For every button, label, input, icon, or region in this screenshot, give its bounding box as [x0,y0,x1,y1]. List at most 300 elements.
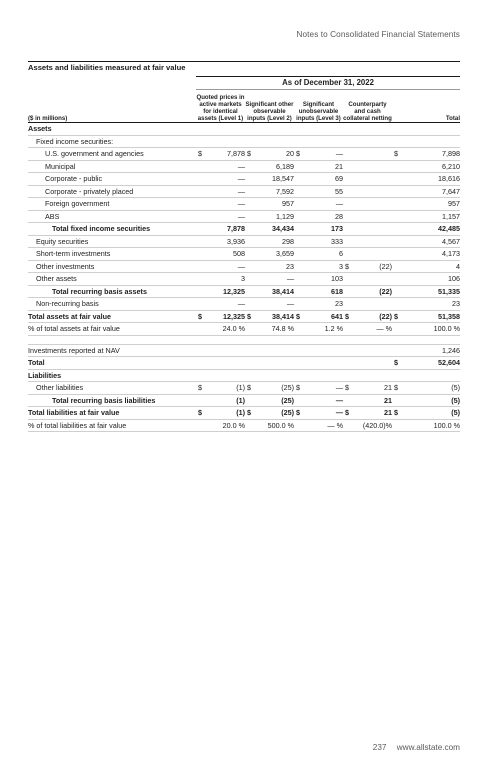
cell-total-sym [392,185,401,198]
cell-l1-val: 3,936 [205,235,245,248]
table-row [28,285,460,298]
cell-l2-sym [245,260,254,273]
cell-total-val: 106 [401,273,460,286]
cell-l3-val [303,135,343,148]
cell-l3-sym [294,248,303,261]
table-body [28,123,460,432]
cell-net-sym [343,335,352,344]
cell-l3-sym [294,223,303,236]
cell-net-sym [343,135,352,148]
cell-l3-sym [294,419,303,432]
cell-l3-val: 1.2 % [303,323,343,336]
row-label: Total [28,357,196,370]
cell-total-val: 23 [401,298,460,311]
table-row [28,148,460,161]
cell-l1-val: — [205,298,245,311]
cell-l2-val: 38,414 [254,285,294,298]
cell-l3-val [303,335,343,344]
total-header: Total [392,90,460,123]
row-label: Investments reported at NAV [28,344,196,357]
cell-total-sym [392,298,401,311]
cell-l2-val: (25) [254,407,294,420]
cell-l2-val: (25) [254,394,294,407]
cell-total-sym [392,173,401,186]
table-row [28,173,460,186]
cell-l1-sym [196,185,205,198]
cell-l2-val: 3,659 [254,248,294,261]
cell-net-sym [343,210,352,223]
level1-header: Quoted prices in active markets for identical assets (Level 1) [196,90,245,123]
cell-l2-val [254,335,294,344]
table-row [28,419,460,432]
cell-net-sym [343,198,352,211]
table-row [28,123,460,136]
cell-net-val [352,173,392,186]
cell-l1-val: 20.0 % [205,419,245,432]
cell-l2-val [254,369,294,382]
cell-net-val: 21 [352,407,392,420]
cell-total-sym [392,335,401,344]
cell-l2-sym: $ [245,148,254,161]
row-label: Liabilities [28,369,196,382]
cell-net-val [352,148,392,161]
cell-l3-sym [294,394,303,407]
cell-l3-sym [294,160,303,173]
cell-net-sym [343,369,352,382]
cell-l3-val: 103 [303,273,343,286]
fair-value-table [28,76,460,432]
cell-l3-sym [294,173,303,186]
cell-total-sym [392,160,401,173]
cell-l2-val: 20 [254,148,294,161]
row-label: Municipal [28,160,196,173]
page-number: 237 [372,743,387,752]
cell-net-val: 21 [352,394,392,407]
table-row [28,185,460,198]
cell-net-val: (420.0)% [352,419,392,432]
cell-l2-val: 957 [254,198,294,211]
cell-l1-val: — [205,210,245,223]
level3-header: Significant unobservable inputs (Level 3) [294,90,343,123]
cell-l2-val [254,123,294,136]
cell-total-val: 51,358 [401,310,460,323]
cell-l1-sym [196,419,205,432]
cell-net-val [352,223,392,236]
cell-l3-val: 6 [303,248,343,261]
title-rule [28,61,460,62]
cell-total-sym: $ [392,382,401,395]
cell-l1-val [205,357,245,370]
cell-net-val [352,123,392,136]
cell-total-sym [392,285,401,298]
cell-net-sym [343,298,352,311]
cell-l2-val: 6,189 [254,160,294,173]
cell-l1-sym [196,323,205,336]
cell-l1-sym [196,235,205,248]
cell-total-val [401,135,460,148]
cell-net-val [352,235,392,248]
cell-total-sym [392,198,401,211]
cell-total-val: 100.0 % [401,323,460,336]
cell-net-val [352,273,392,286]
spacer-row [28,335,460,344]
cell-net-sym [343,323,352,336]
row-label: % of total liabilities at fair value [28,419,196,432]
cell-l3-val: — [303,148,343,161]
cell-total-val: 6,210 [401,160,460,173]
cell-net-sym [343,419,352,432]
row-label: % of total assets at fair value [28,323,196,336]
cell-l2-val: 38,414 [254,310,294,323]
cell-l2-sym [245,223,254,236]
units-header: ($ in millions) [28,90,196,123]
level2-header: Significant other observable inputs (Level 2) [245,90,294,123]
cell-l3-val: 333 [303,235,343,248]
cell-net-sym: $ [343,310,352,323]
table-row [28,210,460,223]
table-row [28,273,460,286]
row-label: ABS [28,210,196,223]
cell-l3-val [303,123,343,136]
cell-total-val: (5) [401,382,460,395]
row-label [28,335,196,344]
cell-l1-sym: $ [196,148,205,161]
cell-l3-val: — [303,394,343,407]
cell-l3-val: 69 [303,173,343,186]
cell-l2-val: — [254,273,294,286]
row-label: Corporate - privately placed [28,185,196,198]
cell-total-val [401,335,460,344]
row-label: Total fixed income securities [28,223,196,236]
cell-l2-sym: $ [245,382,254,395]
cell-l3-val: 28 [303,210,343,223]
cell-net-val [352,210,392,223]
cell-net-sym: $ [343,382,352,395]
cell-l2-sym [245,357,254,370]
cell-net-sym [343,148,352,161]
cell-l1-sym [196,298,205,311]
running-header: Notes to Consolidated Financial Statements [296,30,460,39]
cell-l1-val: 7,878 [205,148,245,161]
cell-l3-sym [294,285,303,298]
cell-l1-sym [196,285,205,298]
table-row [28,369,460,382]
cell-l2-val: (25) [254,382,294,395]
row-label: Total liabilities at fair value [28,407,196,420]
cell-l2-sym: $ [245,407,254,420]
cell-total-val: 100.0 % [401,419,460,432]
cell-total-val: 1,157 [401,210,460,223]
cell-l1-val: 12,325 [205,310,245,323]
cell-l2-sym [245,135,254,148]
cell-net-val [352,160,392,173]
cell-total-sym [392,344,401,357]
cell-l2-sym [245,369,254,382]
cell-l1-val: — [205,160,245,173]
cell-net-sym: $ [343,407,352,420]
row-label: Short-term investments [28,248,196,261]
cell-net-sym [343,123,352,136]
cell-l2-val: 34,434 [254,223,294,236]
cell-total-sym [392,394,401,407]
cell-l1-val: (1) [205,382,245,395]
cell-l3-sym: $ [294,407,303,420]
cell-net-sym [343,160,352,173]
cell-l3-val: — [303,407,343,420]
fair-value-table-container [28,76,460,432]
cell-l1-val: (1) [205,394,245,407]
cell-l2-sym [245,285,254,298]
cell-net-sym [343,273,352,286]
cell-l2-sym [245,273,254,286]
row-label: Other assets [28,273,196,286]
cell-net-val [352,248,392,261]
table-row [28,223,460,236]
cell-l3-val [303,357,343,370]
cell-l1-val [205,369,245,382]
cell-l1-sym: $ [196,310,205,323]
cell-net-val [352,344,392,357]
cell-net-val: (22) [352,260,392,273]
cell-net-val [352,135,392,148]
cell-l1-sym [196,123,205,136]
row-label: Total assets at fair value [28,310,196,323]
cell-l1-val: 12,325 [205,285,245,298]
cell-net-sym [343,223,352,236]
as-of-heading: As of December 31, 2022 [196,77,460,90]
cell-l1-val [205,344,245,357]
row-label: Assets [28,123,196,136]
cell-l2-val [254,135,294,148]
table-row [28,310,460,323]
table-row [28,160,460,173]
cell-l2-sym [245,335,254,344]
cell-l3-sym [294,298,303,311]
table-row [28,260,460,273]
cell-total-sym [392,419,401,432]
cell-l1-sym [196,160,205,173]
cell-net-sym: $ [343,260,352,273]
cell-l3-sym: $ [294,148,303,161]
cell-total-sym [392,323,401,336]
row-label: Fixed income securities: [28,135,196,148]
cell-l1-sym [196,357,205,370]
page-footer [365,743,460,752]
table-row [28,357,460,370]
cell-total-val: 51,335 [401,285,460,298]
row-label: Corporate - public [28,173,196,186]
cell-l3-val: — [303,382,343,395]
cell-l3-sym: $ [294,382,303,395]
cell-total-sym [392,135,401,148]
cell-l3-sym [294,260,303,273]
cell-l2-val [254,344,294,357]
as-of-row [28,77,460,90]
row-label: Foreign government [28,198,196,211]
cell-total-sym: $ [392,310,401,323]
table-row [28,248,460,261]
cell-l3-sym [294,323,303,336]
cell-l1-val: — [205,260,245,273]
cell-net-val: 21 [352,382,392,395]
cell-net-sym [343,357,352,370]
cell-l1-sym [196,173,205,186]
cell-l3-val: 173 [303,223,343,236]
cell-net-sym [343,285,352,298]
table-row [28,394,460,407]
cell-net-val [352,357,392,370]
cell-l1-val: — [205,173,245,186]
cell-total-sym: $ [392,407,401,420]
cell-l3-sym [294,123,303,136]
cell-net-sym [343,344,352,357]
cell-l1-sym [196,273,205,286]
cell-net-sym [343,185,352,198]
cell-total-val: 52,604 [401,357,460,370]
row-label: Total recurring basis assets [28,285,196,298]
cell-l2-sym [245,198,254,211]
cell-net-val: — % [352,323,392,336]
cell-l2-val [254,357,294,370]
cell-total-val: (5) [401,394,460,407]
cell-l1-val [205,335,245,344]
cell-total-val: 4,567 [401,235,460,248]
cell-l3-val: — % [303,419,343,432]
cell-l1-val: 3 [205,273,245,286]
cell-l2-val: 18,547 [254,173,294,186]
cell-l3-sym [294,344,303,357]
cell-l2-val: 23 [254,260,294,273]
cell-l3-sym: $ [294,310,303,323]
cell-total-sym [392,369,401,382]
cell-total-val: 18,616 [401,173,460,186]
cell-total-sym: $ [392,357,401,370]
cell-l2-sym [245,344,254,357]
cell-total-sym [392,273,401,286]
cell-l2-val: 298 [254,235,294,248]
cell-l1-val: (1) [205,407,245,420]
cell-l1-val: 7,878 [205,223,245,236]
cell-l1-sym [196,223,205,236]
cell-l3-val: 641 [303,310,343,323]
cell-total-sym [392,210,401,223]
cell-l2-sym [245,323,254,336]
cell-l2-sym: $ [245,310,254,323]
row-label: Non-recurring basis [28,298,196,311]
cell-l2-sym [245,419,254,432]
table-row [28,382,460,395]
table-row [28,235,460,248]
cell-l1-sym [196,198,205,211]
cell-total-sym: $ [392,148,401,161]
cell-l2-sym [245,160,254,173]
table-row [28,198,460,211]
cell-l2-sym [245,394,254,407]
table-row [28,135,460,148]
cell-total-val [401,369,460,382]
row-label: Other investments [28,260,196,273]
cell-total-sym [392,223,401,236]
cell-l3-sym [294,210,303,223]
cell-l2-val: 7,592 [254,185,294,198]
cell-total-sym [392,260,401,273]
cell-l2-sym [245,248,254,261]
table-row [28,323,460,336]
cell-l1-val: — [205,185,245,198]
cell-total-val: 4 [401,260,460,273]
cell-l2-sym [245,210,254,223]
cell-total-val: 42,485 [401,223,460,236]
cell-net-sym [343,394,352,407]
cell-total-val: 7,647 [401,185,460,198]
cell-total-val: 4,173 [401,248,460,261]
cell-l3-sym [294,357,303,370]
cell-l3-sym [294,369,303,382]
table-row [28,298,460,311]
row-label: Other liabilities [28,382,196,395]
cell-l1-sym [196,369,205,382]
cell-l3-sym [294,135,303,148]
cell-net-val: (22) [352,285,392,298]
row-label: U.S. government and agencies [28,148,196,161]
cell-net-val: (22) [352,310,392,323]
cell-l1-sym: $ [196,382,205,395]
cell-l3-sym [294,198,303,211]
cell-l3-val: 23 [303,298,343,311]
cell-l1-sym [196,248,205,261]
cell-l3-sym [294,335,303,344]
cell-l1-sym [196,335,205,344]
cell-l2-sym [245,298,254,311]
cell-l3-val: 55 [303,185,343,198]
cell-net-val [352,185,392,198]
cell-l2-sym [245,173,254,186]
row-label: Equity securities [28,235,196,248]
cell-l1-sym [196,135,205,148]
cell-l2-sym [245,123,254,136]
cell-total-val [401,123,460,136]
cell-total-sym [392,235,401,248]
cell-l1-sym [196,394,205,407]
cell-l1-val: 508 [205,248,245,261]
cell-l1-sym [196,210,205,223]
column-header-row [28,90,460,123]
cell-l2-val: 1,129 [254,210,294,223]
cell-total-val: 957 [401,198,460,211]
cell-total-sym [392,123,401,136]
cell-l3-sym [294,235,303,248]
cell-l3-sym [294,273,303,286]
cell-l3-val: — [303,198,343,211]
cell-total-val: 7,898 [401,148,460,161]
cell-l2-sym [245,235,254,248]
cell-total-sym [392,248,401,261]
cell-l1-val: 24.0 % [205,323,245,336]
table-row [28,344,460,357]
cell-total-val: 1,246 [401,344,460,357]
cell-l1-val [205,135,245,148]
cell-l1-sym [196,260,205,273]
cell-l2-val: — [254,298,294,311]
cell-l1-val [205,123,245,136]
cell-l2-val: 500.0 % [254,419,294,432]
cell-l3-val [303,369,343,382]
cell-l1-sym [196,344,205,357]
cell-net-val [352,198,392,211]
cell-l3-val: 3 [303,260,343,273]
row-label: Total recurring basis liabilities [28,394,196,407]
cell-net-val [352,335,392,344]
